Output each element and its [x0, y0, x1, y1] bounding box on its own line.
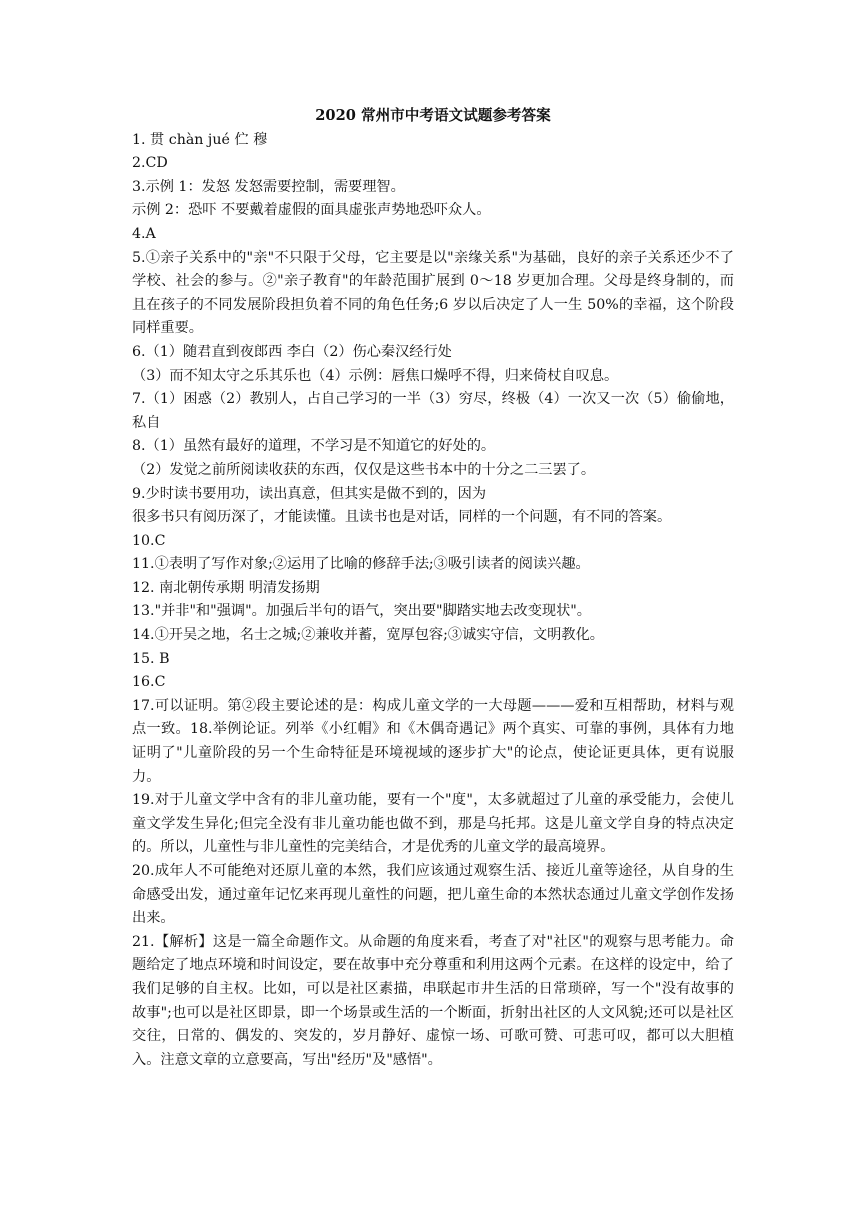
answer-1: 1. 贯 chàn jué 伫 穆	[132, 131, 268, 148]
answer-3-example-1: 3.示例 1：发怒 发怒需要控制，需要理智。	[132, 178, 405, 195]
answer-14: 14.①开吴之地，名士之城;②兼收并蓄，宽厚包容;③诚实守信，文明教化。	[132, 627, 604, 644]
answer-19: 19.对于儿童文学中含有的非儿童功能，要有一个"度"，太多就超过了儿童的承受能力，会使儿童文学发生异化;但完全没有非儿童功能也做不到，那是乌托邦。这是儿童文学自身的特点决定的。所以，儿童性与非儿童性的完美结合，才是优秀的儿童文学的最高境界。	[132, 792, 734, 856]
answer-9-line-1: 9.少时读书要用功，读出真意，但其实是做不到的，因为	[132, 485, 487, 502]
answer-10: 10.C	[132, 532, 166, 549]
answer-13: 13."并非"和"强调"。加强后半句的语气，突出要"脚踏实地去改变现状"。	[132, 603, 591, 620]
answer-20: 20.成年人不可能绝对还原儿童的本然，我们应该通过观察生活、接近儿童等途径，从自身的生命感受出发，通过童年记忆来再现儿童性的问题，把儿童生命的本然状态通过儿童文学创作发扬出来。	[132, 863, 734, 927]
answer-21: 21.【解析】这是一篇全命题作文。从命题的角度来看，考查了对"社区"的观察与思考能力。命题给定了地点环境和时间设定，要在故事中充分尊重和利用这两个元素。在这样的设定中，给了我们足够的自主权。比如，可以是社区素描，串联起市井生活的日常琐碎，写一个"没有故事的故事";也可以是社区即景，即一个场景或生活的一个断面，折射出社区的人文风貌;还可以是社区交往，日常的、偶发的、突发的，岁月静好、虚惊一场、可歌可赞、可悲可叹，都可以大胆植入。注意文章的立意要高，写出"经历"及"感悟"。	[132, 933, 734, 1068]
answer-8-part-1: 8.（1）虽然有最好的道理，不学习是不知道它的好处的。	[132, 438, 496, 455]
answer-3-example-2: 示例 2：恐吓 不要戴着虚假的面具虚张声势地恐吓众人。	[132, 202, 491, 219]
answer-17-18: 17.可以证明。第②段主要论述的是：构成儿童文学的一大母题———爱和互相帮助，材料与观点一致。18.举例论证。列举《小红帽》和《木偶奇遇记》两个真实、可靠的事例，具体有力地证明了"儿童阶段的另一个生命特征是环境视域的逐步扩大"的论点，使论证更具体，更有说服力。	[132, 697, 734, 785]
answer-5: 5.①亲子关系中的"亲"不只限于父母，它主要是以"亲缘关系"为基础，良好的亲子关系还少不了学校、社会的参与。②"亲子教育"的年龄范围扩展到 0～18 岁更加合理。父母是终身制的，而且在孩子的不同发展阶段担负着不同的角色任务;6 岁以后决定了人一生 50%的幸福，这个阶段同样重要。	[132, 249, 734, 337]
answer-document	[132, 104, 734, 1072]
answer-2: 2.CD	[132, 155, 168, 172]
answer-15: 15. B	[132, 650, 170, 667]
answer-4: 4.A	[132, 225, 156, 242]
answer-12: 12. 南北朝传承期 明清发扬期	[132, 579, 320, 596]
answer-6-part-1: 6.（1）随君直到夜郎西 李白（2）伤心秦汉经行处	[132, 343, 452, 360]
answer-9-line-2: 很多书只有阅历深了，才能读懂。且读书也是对话，同样的一个问题，有不同的答案。	[132, 509, 672, 526]
answer-11: 11.①表明了写作对象;②运用了比喻的修辞手法;③吸引读者的阅读兴趣。	[132, 556, 590, 573]
answer-6-part-2: （3）而不知太守之乐其乐也（4）示例：唇焦口燥呼不得，归来倚杖自叹息。	[132, 367, 619, 384]
answer-8-part-2: （2）发觉之前所阅读收获的东西，仅仅是这些书本中的十分之二三罢了。	[132, 461, 596, 478]
answer-16: 16.C	[132, 674, 166, 691]
document-title: 2020 常州市中考语文试题参考答案	[315, 107, 551, 124]
answer-7: 7.（1）困惑（2）教别人，占自己学习的一半（3）穷尽，终极（4）一次又一次（5）偷偷地，私自	[132, 391, 734, 431]
